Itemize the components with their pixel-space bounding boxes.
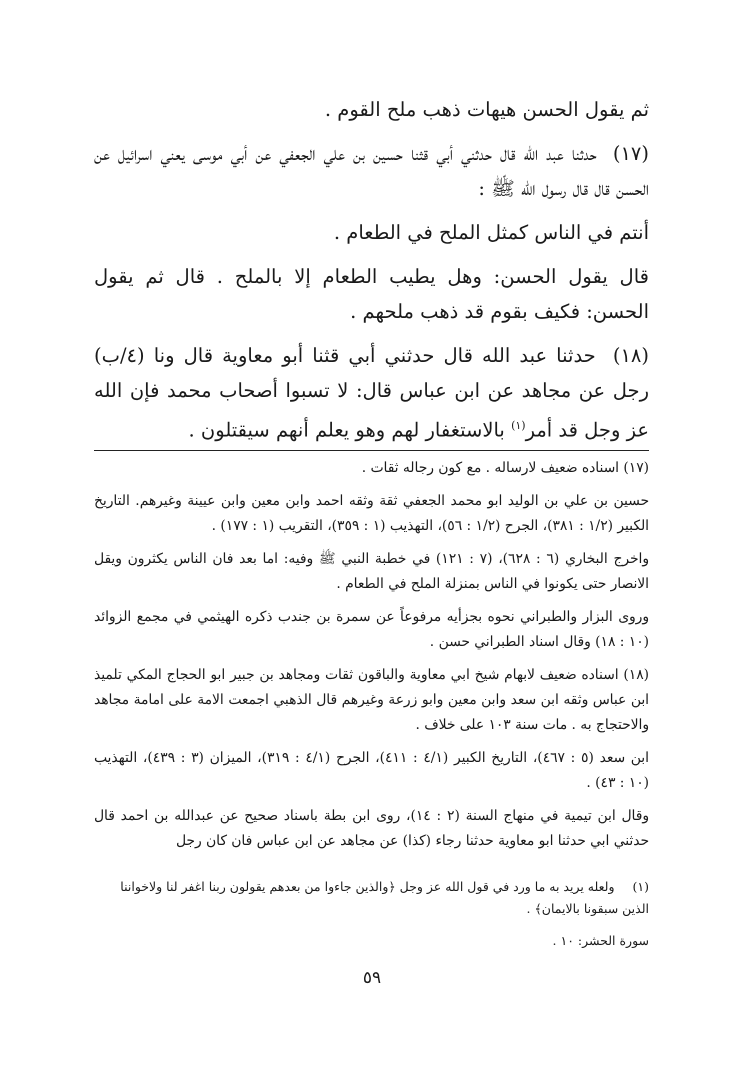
note-18-grading: (١٨) اسناده ضعيف لابهام شيخ ابي معاوية والباقون ثقات ومجاهد بن جبير ابو الحجاج المكي تلميذ ابن عباس وثقه ابن سعد وابن معين وابو زرعة وغيرهم قال الذهبي اجمعت الامة على امامة مجاهد والاحتجاج به . مات سنة ١٠٣ على خلاف .: [94, 667, 649, 733]
note-17-bukhari: واخرج البخاري (٦ : ٦٢٨)، (٧ : ١٢١) في خطبة النبي ﷺ وفيه: اما بعد فان الناس يكثرون ويقل الانصار حتى يكونوا في الناس بمنزلة الملح في الطعام .: [94, 551, 649, 592]
hadith-18-text: حدثنا عبد الله قال حدثني أبي قثنا أبو معاوية قال ونا (٤/ب) رجل عن مجاهد عن ابن عباس قال: لا تسبوا أصحاب محمد فإن الله عز وجل قد أمر: [94, 344, 649, 442]
note-17-narrator: حسين بن علي بن الوليد ابو محمد الجعفي ثقة وثقه احمد وابن معين وابن عيينة وغيرهم. التاريخ الكبير (١/٢ : ٣٨١)، الجرح (١/٢ : ٥٦)، التهذيب (١ : ٣٥٩)، التقريب (١ : ١٧٧) .: [94, 493, 649, 534]
note-17-bazzar: وروى البزار والطبراني نحوه بجزأيه مرفوعاً عن سمرة بن جندب ذكره الهيثمي في مجمع الزوائد (١٠ : ١٨) وقال اسناد الطبراني حسن .: [94, 609, 649, 650]
footnote-marker: (١): [511, 419, 526, 432]
footnote-number: (١): [632, 879, 649, 894]
hadith-17: [94, 136, 649, 206]
footnote-text: ولعله يريد به ما ورد في قول الله عز وجل ﴿والذين جاءوا من بعدهم يقولون ربنا اغفر لنا ولاخواننا الذين سبقونا بالايمان﴾ .: [120, 879, 649, 916]
paragraph-4: قال يقول الحسن: وهل يطيب الطعام إلا بالملح . قال ثم يقول الحسن: فكيف بقوم قد ذهب ملحهم .: [94, 265, 649, 323]
page-number: ٥٩: [362, 968, 382, 988]
hadith-18-number: (١٨): [612, 344, 649, 367]
paragraph-3: أنتم في الناس كمثل الملح في الطعام .: [333, 221, 649, 244]
hadith-17-number: (١٧): [612, 142, 649, 165]
note-18-sources: ابن سعد (٥ : ٤٦٧)، التاريخ الكبير (٤/١ : ٤١١)، الجرح (٤/١ : ٣١٩)، الميزان (٣ : ٤٣٩)، التهذيب (١٠ : ٤٣) .: [94, 750, 649, 791]
hadith-18: [94, 338, 649, 448]
separator-line: [94, 450, 649, 451]
note-17-grading: (١٧) اسناده ضعيف لارساله . مع كون رجاله ثقات .: [361, 460, 649, 476]
footnote: [94, 876, 649, 920]
note-18-ibn-taymiyya: وقال ابن تيمية في منهاج السنة (٢ : ١٤)، روى ابن بطة باسناد صحيح عن عبدالله بن احمد قال حدثني ابي حدثنا ابو معاوية حدثنا رجاء (كذا) عن مجاهد عن ابن عباس فان كان رجل: [94, 808, 649, 849]
hadith-17-text: حدثنا عبد الله قال حدثني أبي قثنا حسين بن علي الجعفي عن أبي موسى يعني اسرائيل عن الحسن قال قال رسول الله ﷺ :: [94, 142, 649, 200]
commentary-notes: [94, 456, 649, 854]
footnote-reference: سورة الحشر: ١٠ .: [552, 933, 649, 948]
main-text: [94, 92, 649, 448]
hadith-18-text-end: بالاستغفار لهم وهو يعلم أنهم سيقتلون .: [188, 418, 505, 442]
paragraph-1: ثم يقول الحسن هيهات ذهب ملح القوم .: [324, 98, 649, 121]
